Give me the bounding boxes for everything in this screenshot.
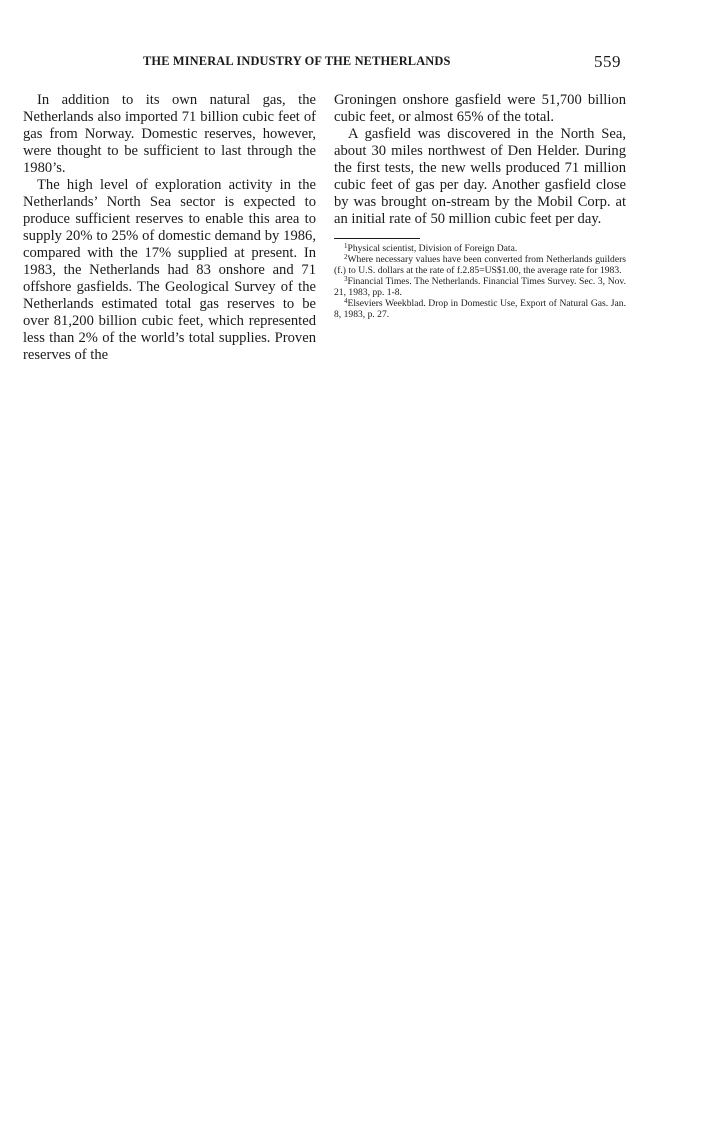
- footnote-marker: 4: [344, 297, 348, 305]
- paragraph: In addition to its own natural gas, the Netherlands also imported 71 billion cubic feet of gas from Norway. Domestic reserves, however, were thought to be sufficient to last through the 1980’s.: [23, 92, 316, 176]
- footnotes: [334, 243, 626, 320]
- paragraph: Groningen onshore gasfield were 51,700 billion cubic feet, or almost 65% of the total.: [334, 92, 626, 125]
- running-head: [0, 52, 712, 72]
- footnote-text: Financial Times. The Netherlands. Financial Times Survey. Sec. 3, Nov. 21, 1983, pp. 1-8.: [334, 276, 626, 298]
- footnote-marker: 1: [344, 242, 348, 250]
- page-number: 559: [594, 52, 621, 71]
- footnote: [334, 276, 626, 298]
- right-column: [334, 92, 626, 320]
- left-column: [23, 92, 316, 364]
- footnote: [334, 254, 626, 276]
- footnote: [334, 298, 626, 320]
- paragraph: A gasfield was discovered in the North Sea, about 30 miles northwest of Den Helder. During the first tests, the new wells produced 71 million cubic feet of gas per day. Another gasfield close by was brought on-stream by the Mobil Corp. at an initial rate of 50 million cubic feet per day.: [334, 126, 626, 227]
- footnote-text: Where necessary values have been converted from Netherlands guilders (f.) to U.S. dollars at the rate of f.2.85=US$1.00, the average rate for 1983.: [334, 254, 626, 276]
- footnote-marker: 2: [344, 253, 348, 261]
- footnote-text: Elseviers Weekblad. Drop in Domestic Use, Export of Natural Gas. Jan. 8, 1983, p. 27.: [334, 298, 626, 320]
- footnote: [334, 243, 626, 254]
- paragraph: The high level of exploration activity in the Netherlands’ North Sea sector is expected to produce sufficient reserves to enable this area to supply 20% to 25% of domestic demand by 1986, compared with the 17% supplied at present. In 1983, the Netherlands had 83 onshore and 71 offshore gasfields. The Geological Survey of the Netherlands estimated total gas reserves to be over 81,200 billion cubic feet, which represented less than 2% of the world’s total supplies. Proven reserves of the: [23, 177, 316, 363]
- footnote-marker: 3: [344, 275, 348, 283]
- footnote-divider: [334, 238, 420, 239]
- running-title: THE MINERAL INDUSTRY OF THE NETHERLANDS: [143, 54, 451, 68]
- footnote-text: Physical scientist, Division of Foreign Data.: [347, 243, 518, 254]
